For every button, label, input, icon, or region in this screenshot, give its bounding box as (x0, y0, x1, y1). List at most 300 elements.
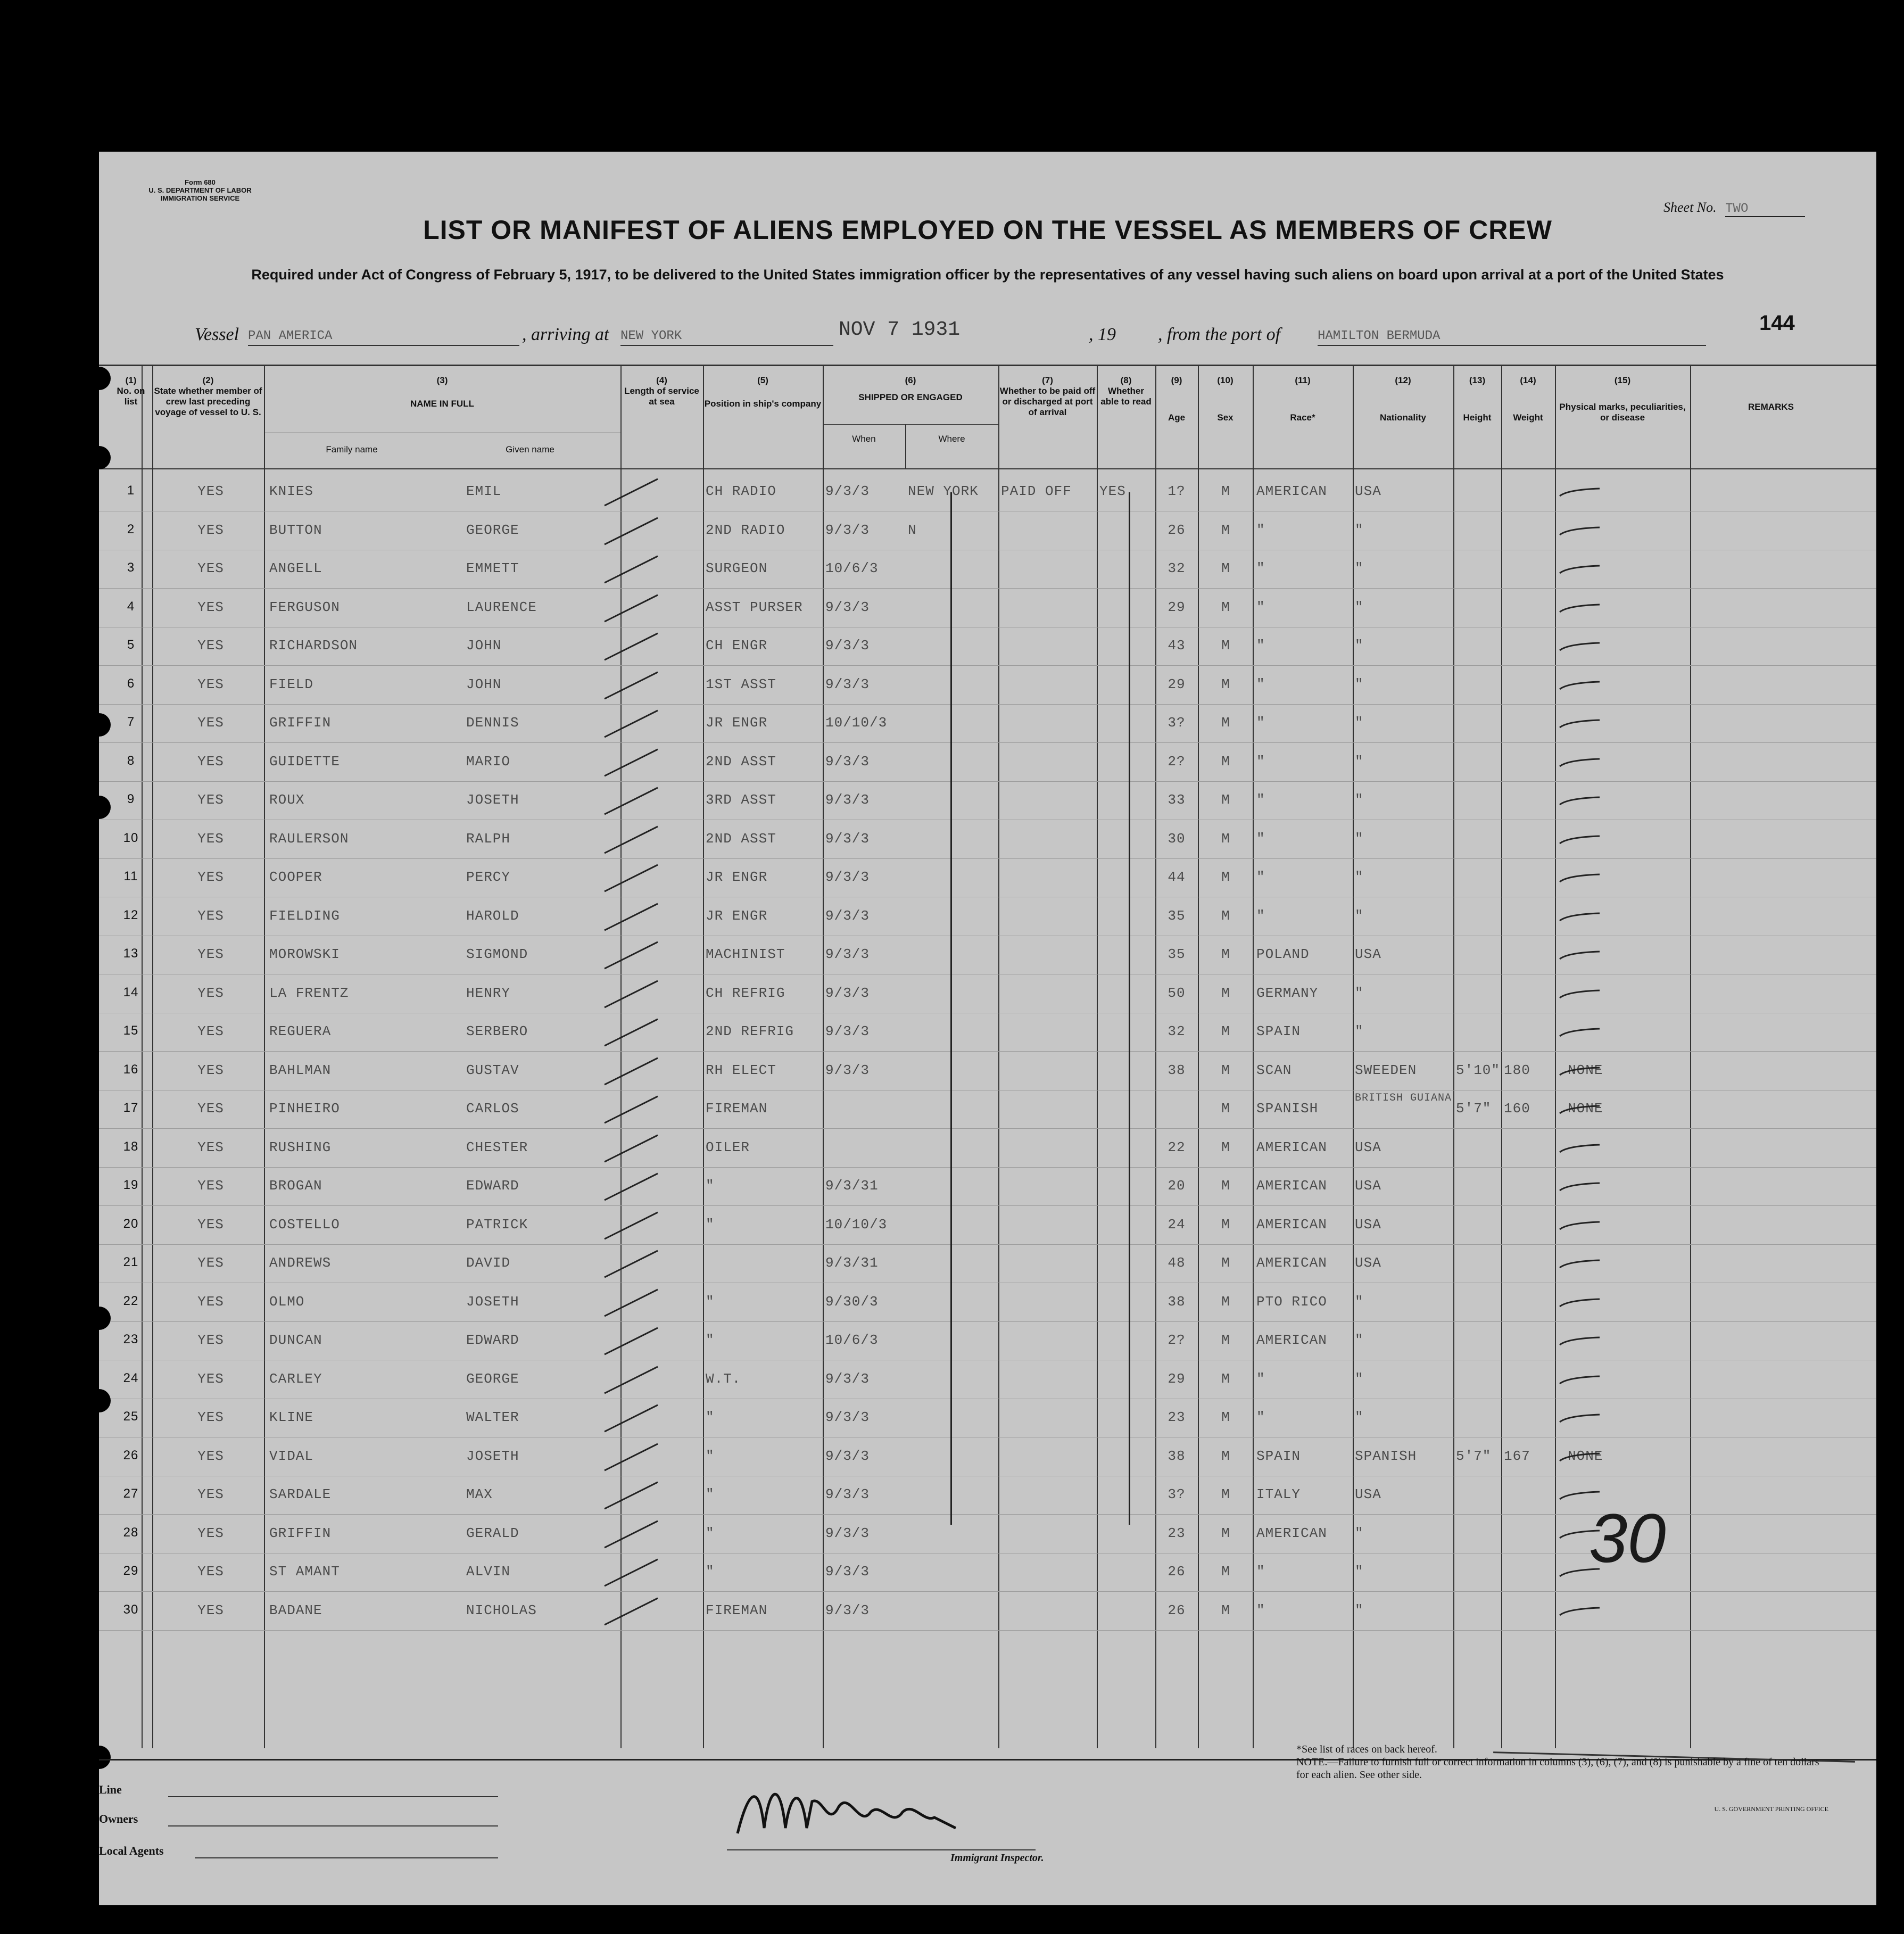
service-check-mark (599, 592, 663, 624)
cell-ship-position: " (706, 1409, 715, 1425)
cell-age: 38 (1168, 1293, 1186, 1310)
cell-previous-voyage: YES (197, 830, 224, 847)
cell-family-name: RUSHING (269, 1139, 332, 1155)
cell-nationality: USA (1355, 1139, 1381, 1155)
cell-family-name: ANGELL (269, 560, 322, 576)
service-check-mark (599, 1596, 663, 1627)
cell-race: AMERICAN (1256, 1332, 1327, 1348)
cell-weight: 160 (1504, 1101, 1530, 1117)
cell-shipped-when: 9/3/3 (825, 830, 870, 847)
cell-nationality: " (1355, 985, 1364, 1001)
cell-family-name: FERGUSON (269, 599, 340, 615)
table-row (99, 1361, 1876, 1399)
cell-sex: M (1221, 1448, 1230, 1464)
cell-nationality: " (1355, 676, 1364, 692)
service-check-mark (599, 1248, 663, 1280)
table-row (99, 744, 1876, 782)
service-check-mark (599, 1402, 663, 1434)
cell-race: " (1256, 1370, 1265, 1387)
table-row (99, 1245, 1876, 1283)
table-row (99, 976, 1876, 1013)
col-header-13: (13) Height (1463, 375, 1492, 423)
inspection-tick-mark (1557, 677, 1605, 693)
cell-nationality: " (1355, 1602, 1364, 1618)
arrival-date-stamp: NOV 7 1931 (839, 318, 961, 341)
cell-ship-position: 2ND ASST (706, 753, 776, 770)
cell-previous-voyage: YES (197, 1139, 224, 1155)
cell-ship-position: RH ELECT (706, 1062, 776, 1078)
cell-family-name: SARDALE (269, 1486, 332, 1502)
cell-shipped-when: 9/3/3 (825, 792, 870, 808)
cell-sex: M (1221, 792, 1230, 808)
cell-race: " (1256, 599, 1265, 615)
cell-family-name: ANDREWS (269, 1255, 332, 1271)
cell-race: AMERICAN (1256, 1139, 1327, 1155)
cell-shipped-when: 9/3/3 (825, 1564, 870, 1580)
cell-row-number: 6 (127, 676, 135, 691)
form-identifier (142, 178, 259, 202)
cell-race: ITALY (1256, 1486, 1301, 1502)
cell-row-number: 22 (123, 1293, 139, 1308)
cell-previous-voyage: YES (197, 522, 224, 538)
cell-given-name: MAX (466, 1486, 493, 1502)
cell-previous-voyage: YES (197, 985, 224, 1001)
cell-previous-voyage: YES (197, 1255, 224, 1271)
cell-given-name: GERALD (466, 1525, 519, 1541)
cell-previous-voyage: YES (197, 1370, 224, 1387)
inspection-tick-mark (1557, 484, 1605, 500)
cell-row-number: 19 (123, 1178, 139, 1192)
inspection-tick-mark (1557, 523, 1605, 539)
cell-sex: M (1221, 1486, 1230, 1502)
cell-nationality: BRITISH GUIANA (1355, 1092, 1452, 1104)
cell-shipped-when: 10/10/3 (825, 715, 888, 731)
note-races: *See list of races on back hereof. (1296, 1743, 1437, 1755)
cell-sex: M (1221, 1216, 1230, 1233)
inspection-tick-mark (1557, 1256, 1605, 1272)
inspection-tick-mark (1557, 832, 1605, 848)
cell-given-name: DAVID (466, 1255, 511, 1271)
cell-age: 38 (1168, 1448, 1186, 1464)
cell-sex: M (1221, 1332, 1230, 1348)
cell-family-name: KNIES (269, 483, 314, 499)
cell-ship-position: FIREMAN (706, 1602, 768, 1618)
cell-family-name: GRIFFIN (269, 715, 332, 731)
col-header-remarks: REMARKS (1748, 402, 1794, 412)
cell-sex: M (1221, 1255, 1230, 1271)
cell-nationality: USA (1355, 1178, 1381, 1194)
cell-ship-position: FIREMAN (706, 1101, 768, 1117)
cell-age: 24 (1168, 1216, 1186, 1233)
cell-race: PTO RICO (1256, 1293, 1327, 1310)
cell-family-name: BUTTON (269, 522, 322, 538)
cell-nationality: USA (1355, 1486, 1381, 1502)
cell-family-name: GRIFFIN (269, 1525, 332, 1541)
page-number: 144 (1759, 311, 1795, 335)
cell-family-name: COSTELLO (269, 1216, 340, 1233)
cell-sex: M (1221, 1602, 1230, 1618)
cell-ship-position: JR ENGR (706, 715, 768, 731)
cell-row-number: 1 (127, 483, 135, 498)
cell-given-name: HENRY (466, 985, 511, 1001)
service-check-mark (599, 1094, 663, 1126)
cell-shipped-when: 9/3/3 (825, 1602, 870, 1618)
cell-family-name: PINHEIRO (269, 1101, 340, 1117)
cell-row-number: 29 (123, 1564, 139, 1578)
cell-ship-position: MACHINIST (706, 946, 785, 962)
cell-row-number: 30 (123, 1602, 139, 1617)
note-penalty: NOTE.—Failure to furnish full or correct information in columns (3), (6), (7), and (8) is punishable by a fine of ten dollars for each alien. See other side. (1296, 1756, 1819, 1781)
cell-previous-voyage: YES (197, 483, 224, 499)
col-header-12: (12) Nationality (1380, 375, 1426, 423)
cell-row-number: 24 (123, 1370, 139, 1385)
cell-sex: M (1221, 1564, 1230, 1580)
cell-sex: M (1221, 946, 1230, 962)
inspection-tick-mark (1557, 1604, 1605, 1619)
sheet-label: Sheet No. (1663, 200, 1717, 215)
cell-previous-voyage: YES (197, 1448, 224, 1464)
cell-family-name: DUNCAN (269, 1332, 322, 1348)
table-row (99, 551, 1876, 589)
cell-race: " (1256, 753, 1265, 770)
cell-ship-position: CH REFRIG (706, 985, 785, 1001)
vessel-name: PAN AMERICA (248, 329, 519, 346)
cell-given-name: ALVIN (466, 1564, 511, 1580)
cell-nationality: SWEEDEN (1355, 1062, 1417, 1078)
cell-previous-voyage: YES (197, 1602, 224, 1618)
cell-ship-position: 2ND RADIO (706, 522, 785, 538)
cell-ship-position: " (706, 1178, 715, 1194)
cell-nationality: " (1355, 1409, 1364, 1425)
col-header-10: (10) Sex (1217, 375, 1234, 423)
cell-family-name: OLMO (269, 1293, 305, 1310)
cell-family-name: ST AMANT (269, 1564, 340, 1580)
cell-weight: 167 (1504, 1448, 1530, 1464)
cell-sex: M (1221, 638, 1230, 654)
cell-sex: M (1221, 753, 1230, 770)
cell-family-name: GUIDETTE (269, 753, 340, 770)
cell-nationality: " (1355, 1564, 1364, 1580)
cell-family-name: KLINE (269, 1409, 314, 1425)
table-row (99, 1014, 1876, 1052)
cell-shipped-when: 9/3/3 (825, 753, 870, 770)
inspection-tick-mark (1557, 1179, 1605, 1195)
col-subheader-family: Family name (326, 444, 378, 454)
service-check-mark (599, 901, 663, 933)
service-check-mark (599, 1016, 663, 1048)
cell-shipped-when: 9/3/31 (825, 1178, 879, 1194)
cell-race: GERMANY (1256, 985, 1319, 1001)
inspection-tick-mark (1557, 1449, 1605, 1465)
cell-given-name: GEORGE (466, 1370, 519, 1387)
cell-race: " (1256, 1564, 1265, 1580)
cell-row-number: 8 (127, 753, 135, 768)
inspection-tick-mark (1557, 1372, 1605, 1388)
service-check-mark (599, 1287, 663, 1319)
inspection-tick-mark (1557, 600, 1605, 616)
table-row (99, 1593, 1876, 1631)
cell-nationality: " (1355, 599, 1364, 615)
cell-previous-voyage: YES (197, 1101, 224, 1117)
cell-nationality: " (1355, 1332, 1364, 1348)
inspection-tick-mark (1557, 909, 1605, 925)
cell-ship-position: JR ENGR (706, 869, 768, 885)
cell-physical-marks: NONE (1568, 1062, 1603, 1078)
cell-previous-voyage: YES (197, 869, 224, 885)
cell-previous-voyage: YES (197, 1409, 224, 1425)
service-check-mark (599, 1441, 663, 1473)
cell-shipped-when: 9/3/3 (825, 522, 870, 538)
cell-race: SPAIN (1256, 1023, 1301, 1039)
cell-family-name: BADANE (269, 1602, 322, 1618)
cell-ship-position: " (706, 1293, 715, 1310)
cell-family-name: COOPER (269, 869, 322, 885)
service-check-mark (599, 1518, 663, 1550)
cell-race: AMERICAN (1256, 1255, 1327, 1271)
cell-age: 38 (1168, 1062, 1186, 1078)
service-check-mark (599, 515, 663, 547)
service-check-mark (599, 1364, 663, 1396)
cell-shipped-when: 9/3/3 (825, 1525, 870, 1541)
cell-nationality: " (1355, 522, 1364, 538)
cell-family-name: VIDAL (269, 1448, 314, 1464)
cell-ship-position: 2ND REFRIG (706, 1023, 794, 1039)
cell-sex: M (1221, 1101, 1230, 1117)
cell-shipped-when: 10/10/3 (825, 1216, 888, 1233)
cell-previous-voyage: YES (197, 946, 224, 962)
cell-ship-position: JR ENGR (706, 907, 768, 924)
cell-able-to-read: YES (1099, 483, 1126, 499)
cell-shipped-when: 10/6/3 (825, 560, 879, 576)
voyage-details (195, 314, 1871, 351)
cell-family-name: FIELD (269, 676, 314, 692)
form-number: Form 680 (185, 178, 216, 186)
cell-row-number: 12 (123, 907, 139, 922)
cell-shipped-when: 9/3/3 (825, 1370, 870, 1387)
cell-previous-voyage: YES (197, 1486, 224, 1502)
inspection-tick-mark (1557, 1410, 1605, 1426)
cell-age: 22 (1168, 1139, 1186, 1155)
cell-row-number: 11 (123, 869, 138, 883)
inspection-tick-mark (1557, 947, 1605, 963)
inspection-tick-mark (1557, 793, 1605, 809)
cell-given-name: PERCY (466, 869, 511, 885)
cell-sex: M (1221, 599, 1230, 615)
owners-label: Owners (99, 1812, 138, 1825)
inspection-tick-mark (1557, 1102, 1605, 1118)
local-agents-label: Local Agents (99, 1844, 164, 1857)
cell-ship-position: " (706, 1486, 715, 1502)
cell-sex: M (1221, 1023, 1230, 1039)
cell-shipped-when: 9/3/3 (825, 907, 870, 924)
table-row (99, 474, 1876, 511)
col-header-7: (7) Whether to be paid off or discharged at port of arrival (999, 375, 1096, 417)
cell-given-name: RALPH (466, 830, 511, 847)
cell-sex: M (1221, 869, 1230, 885)
service-check-mark (599, 670, 663, 701)
cell-nationality: USA (1355, 1216, 1381, 1233)
table-row (99, 590, 1876, 627)
service-check-mark (599, 476, 663, 508)
cell-previous-voyage: YES (197, 1525, 224, 1541)
cell-nationality: " (1355, 830, 1364, 847)
col-header-6: (6) SHIPPED OR ENGAGED (858, 375, 963, 402)
cell-family-name: BAHLMAN (269, 1062, 332, 1078)
cell-given-name: SERBERO (466, 1023, 528, 1039)
service-check-mark (599, 1480, 663, 1511)
cell-ship-position: " (706, 1332, 715, 1348)
cell-shipped-when: 9/30/3 (825, 1293, 879, 1310)
cell-given-name: DENNIS (466, 715, 519, 731)
service-check-mark (599, 553, 663, 585)
cell-physical-marks: NONE (1568, 1101, 1603, 1117)
cell-shipped-when: 9/3/3 (825, 676, 870, 692)
service-check-mark (599, 824, 663, 856)
cell-row-number: 25 (123, 1409, 139, 1424)
cell-age: 2? (1168, 1332, 1186, 1348)
cell-row-number: 3 (127, 560, 135, 575)
cell-sex: M (1221, 830, 1230, 847)
col-header-15: (15) Physical marks, peculiarities, or disease (1559, 375, 1686, 423)
handwritten-total: 30 (1589, 1499, 1666, 1577)
cell-race: " (1256, 1409, 1265, 1425)
col-subheader-where: Where (938, 434, 965, 444)
cell-previous-voyage: YES (197, 753, 224, 770)
cell-height: 5'7" (1456, 1101, 1492, 1117)
cell-ship-position: CH ENGR (706, 638, 768, 654)
cell-shipped-when: 9/3/31 (825, 1255, 879, 1271)
cell-ship-position: W.T. (706, 1370, 741, 1387)
arrival-port: NEW YORK (620, 329, 833, 346)
service-name: IMMIGRATION SERVICE (160, 194, 240, 202)
cell-previous-voyage: YES (197, 1564, 224, 1580)
cell-race: " (1256, 676, 1265, 692)
cell-family-name: ROUX (269, 792, 305, 808)
service-check-mark (599, 978, 663, 1010)
cell-previous-voyage: YES (197, 1332, 224, 1348)
cell-family-name: FIELDING (269, 907, 340, 924)
cell-given-name: MARIO (466, 753, 511, 770)
cell-nationality: " (1355, 792, 1364, 808)
cell-weight: 180 (1504, 1062, 1530, 1078)
table-row (99, 1207, 1876, 1245)
cell-given-name: LAURENCE (466, 599, 537, 615)
cell-nationality: USA (1355, 1255, 1381, 1271)
cell-nationality: " (1355, 1023, 1364, 1039)
table-row (99, 937, 1876, 974)
col-subheader-when: When (852, 434, 876, 444)
cell-age: 23 (1168, 1409, 1186, 1425)
col-header-11: (11) Race* (1290, 375, 1315, 423)
cell-family-name: REGUERA (269, 1023, 332, 1039)
cell-ship-position: OILER (706, 1139, 750, 1155)
cell-nationality: " (1355, 715, 1364, 731)
arriving-label: , arriving at (522, 325, 609, 344)
col-header-5: (5) Position in ship's company (704, 375, 822, 409)
sheet-value: TWO (1725, 202, 1805, 217)
line-label: Line (99, 1783, 122, 1796)
col-header-8: (8) Whether able to read (1100, 375, 1152, 407)
cell-row-number: 20 (123, 1216, 139, 1231)
cell-age: 44 (1168, 869, 1186, 885)
cell-row-number: 13 (123, 946, 139, 961)
cell-row-number: 14 (123, 985, 139, 999)
inspection-tick-mark (1557, 986, 1605, 1002)
cell-age: 2? (1168, 753, 1186, 770)
cell-ship-position: 2ND ASST (706, 830, 776, 847)
cell-age: 29 (1168, 599, 1186, 615)
cell-shipped-when: 9/3/3 (825, 985, 870, 1001)
inspector-signature (727, 1770, 993, 1849)
cell-race: AMERICAN (1256, 1178, 1327, 1194)
cell-row-number: 5 (127, 638, 135, 652)
cell-age: 3? (1168, 1486, 1186, 1502)
cell-family-name: CARLEY (269, 1370, 322, 1387)
cell-given-name: NICHOLAS (466, 1602, 537, 1618)
cell-shipped-when: 9/3/3 (825, 483, 870, 499)
service-check-mark (599, 1055, 663, 1087)
cell-family-name: LA FRENTZ (269, 985, 349, 1001)
cell-sex: M (1221, 1409, 1230, 1425)
cell-shipped-when: 9/3/3 (825, 1023, 870, 1039)
cell-row-number: 21 (123, 1255, 139, 1269)
cell-race: SCAN (1256, 1062, 1292, 1078)
cell-sex: M (1221, 907, 1230, 924)
service-check-mark (599, 1171, 663, 1203)
cell-family-name: BROGAN (269, 1178, 322, 1194)
service-check-mark (599, 1557, 663, 1589)
cell-given-name: JOSETH (466, 1293, 519, 1310)
cell-shipped-when: 10/6/3 (825, 1332, 879, 1348)
table-row (99, 1053, 1876, 1090)
cell-age: 32 (1168, 1023, 1186, 1039)
footnotes (1296, 1743, 1828, 1815)
table-row (99, 1168, 1876, 1206)
cell-shipped-where: N (908, 522, 917, 538)
cell-ship-position: " (706, 1216, 715, 1233)
cell-sex: M (1221, 1062, 1230, 1078)
cell-row-number: 16 (123, 1062, 139, 1077)
cell-age: 48 (1168, 1255, 1186, 1271)
cell-row-number: 15 (123, 1023, 139, 1038)
cell-age: 26 (1168, 522, 1186, 538)
cell-shipped-when: 9/3/3 (825, 638, 870, 654)
cell-previous-voyage: YES (197, 792, 224, 808)
cell-given-name: JOSETH (466, 1448, 519, 1464)
cell-row-number: 7 (127, 715, 135, 729)
cell-race: SPANISH (1256, 1101, 1319, 1117)
cell-sex: M (1221, 1139, 1230, 1155)
inspection-tick-mark (1557, 870, 1605, 886)
cell-previous-voyage: YES (197, 1293, 224, 1310)
cell-row-number: 4 (127, 599, 135, 614)
cell-race: " (1256, 792, 1265, 808)
cell-race: " (1256, 830, 1265, 847)
manifest-table (99, 365, 1876, 1748)
inspection-tick-mark (1557, 639, 1605, 655)
cell-nationality: " (1355, 1293, 1364, 1310)
cell-row-number: 28 (123, 1525, 139, 1540)
cell-age: 26 (1168, 1602, 1186, 1618)
cell-age: 29 (1168, 676, 1186, 692)
table-row (99, 1400, 1876, 1437)
inspection-tick-mark (1557, 1333, 1605, 1349)
cell-given-name: HAROLD (466, 907, 519, 924)
cell-shipped-when: 9/3/3 (825, 1448, 870, 1464)
cell-age: 29 (1168, 1370, 1186, 1387)
col-header-1: (1) No. on list (117, 375, 145, 407)
cell-given-name: PATRICK (466, 1216, 528, 1233)
